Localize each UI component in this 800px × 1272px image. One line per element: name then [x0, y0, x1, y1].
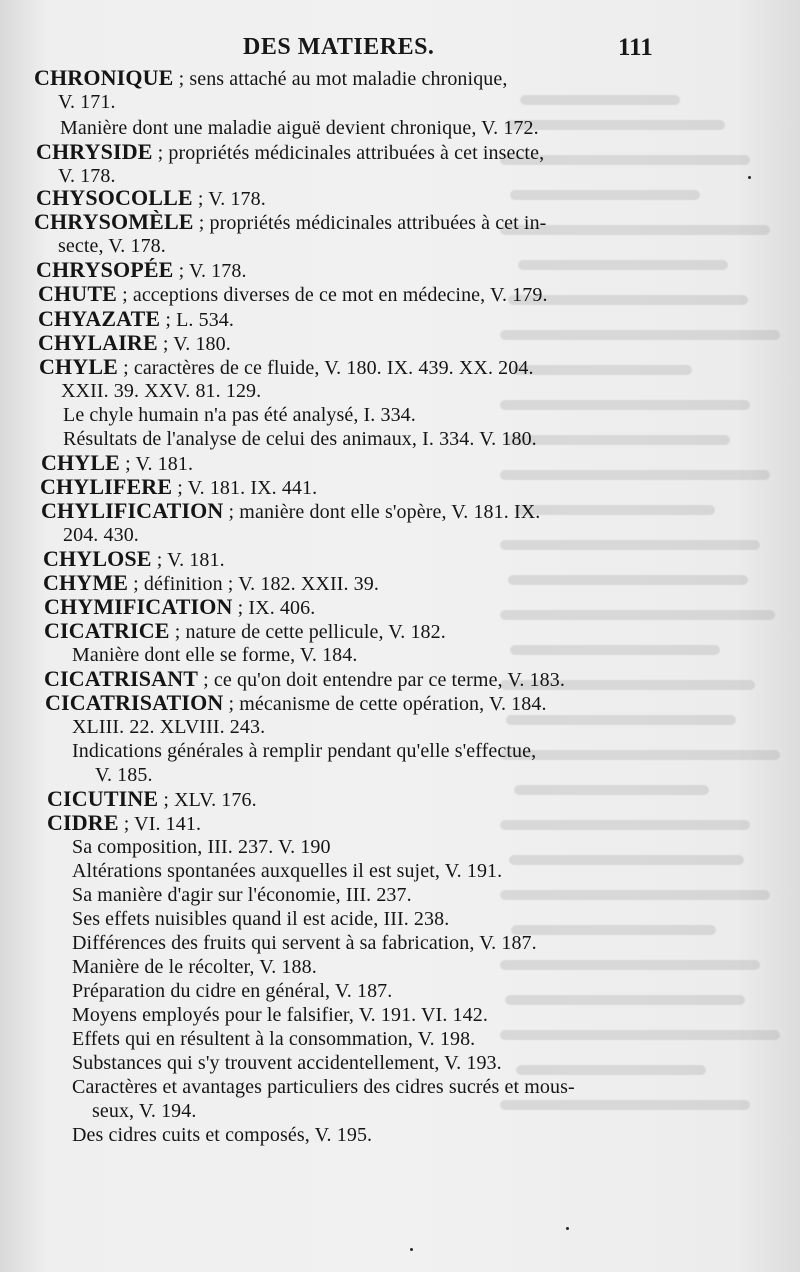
index-line — [72, 859, 502, 883]
index-reference: Effets qui en résultent à la consommation, V. 198. — [72, 1028, 476, 1050]
show-through-line — [508, 575, 748, 585]
index-reference: XXII. 39. XXV. 81. 129. — [61, 380, 262, 402]
index-reference: Indications générales à remplir pendant qu'elle s'effectue, — [72, 740, 537, 762]
show-through-line — [500, 820, 750, 830]
index-line — [36, 258, 247, 282]
page-header — [0, 34, 800, 66]
index-reference: Moyens employés pour le falsifier, V. 191. VI. 142. — [72, 1004, 488, 1026]
show-through-line — [505, 995, 745, 1005]
index-line — [44, 595, 315, 619]
index-reference: Caractères et avantages particuliers des cidres sucrés et mous- — [72, 1076, 575, 1098]
index-headword: CHRYSOMÈLE — [34, 209, 194, 234]
index-line — [72, 1027, 475, 1051]
show-through-line — [500, 540, 760, 550]
index-line — [72, 931, 537, 955]
index-headword: CICATRISANT — [44, 666, 199, 691]
index-reference: ; V. 181. — [120, 453, 194, 475]
index-reference: XLIII. 22. XLVIII. 243. — [72, 716, 266, 738]
index-headword: CHYSOCOLLE — [36, 185, 193, 210]
index-reference: ; définition ; V. 182. XXII. 39. — [128, 573, 379, 595]
index-reference: ; caractères de ce fluide, V. 180. IX. 439. XX. 204. — [118, 357, 534, 379]
index-line — [72, 1051, 502, 1075]
index-reference: ; manière dont elle s'opère, V. 181. IX. — [223, 501, 541, 523]
show-through-line — [500, 750, 780, 760]
index-line — [41, 499, 540, 523]
index-reference: Manière dont une maladie aiguë devient chronique, V. 172. — [60, 117, 539, 139]
index-line — [63, 403, 416, 427]
index-line — [72, 1075, 575, 1099]
show-through-line — [518, 260, 728, 270]
index-reference: 204. 430. — [63, 524, 139, 546]
ink-speck — [748, 176, 751, 179]
index-line — [34, 66, 507, 90]
index-line — [58, 234, 166, 258]
show-through-line — [512, 365, 692, 375]
index-headword: CICUTINE — [47, 786, 159, 811]
index-headword: CHYLE — [39, 354, 118, 379]
index-headword: CHYLAIRE — [38, 330, 158, 355]
index-reference: Manière dont elle se forme, V. 184. — [72, 644, 358, 666]
index-line — [72, 643, 357, 667]
index-reference: ; V. 180. — [157, 333, 231, 355]
show-through-texture — [500, 95, 800, 1135]
index-line — [40, 475, 317, 499]
index-reference: ; L. 534. — [160, 309, 235, 331]
index-line — [92, 1099, 196, 1123]
index-headword: CHYME — [43, 570, 129, 595]
show-through-line — [500, 470, 770, 480]
index-line — [38, 331, 231, 355]
index-headword: CHYLE — [41, 450, 120, 475]
index-line — [63, 427, 537, 451]
index-headword: CICATRISATION — [45, 690, 224, 715]
index-headword: CHYLOSE — [43, 546, 152, 571]
index-line — [63, 523, 139, 547]
index-reference: seux, V. 194. — [92, 1100, 197, 1122]
show-through-line — [500, 1100, 750, 1110]
index-line — [43, 547, 225, 571]
index-headword: CHYMIFICATION — [44, 594, 233, 619]
index-line — [38, 307, 234, 331]
index-headword: CHRYSOPÉE — [36, 257, 174, 282]
index-reference: ; V. 178. — [192, 188, 266, 210]
index-reference: ; propriétés médicinales attribuées à cet in- — [193, 212, 547, 234]
show-through-line — [505, 435, 730, 445]
index-headword: CHRONIQUE — [34, 65, 174, 90]
show-through-line — [500, 330, 780, 340]
index-line — [60, 116, 539, 140]
index-reference: ; propriétés médicinales attribuées à cet insecte, — [152, 142, 545, 164]
index-reference: Manière de le récolter, V. 188. — [72, 956, 317, 978]
index-reference: ; XLV. 176. — [158, 789, 257, 811]
index-line — [72, 883, 412, 907]
index-line — [72, 907, 449, 931]
index-line — [72, 955, 317, 979]
index-reference: Altérations spontanées auxquelles il est sujet, V. 191. — [72, 860, 503, 882]
index-line — [95, 763, 153, 787]
index-reference: Résultats de l'analyse de celui des animaux, I. 334. V. 180. — [63, 428, 537, 450]
index-reference: Substances qui s'y trouvent accidentellement, V. 193. — [72, 1052, 502, 1074]
index-reference: V. 171. — [58, 91, 116, 113]
show-through-line — [500, 610, 775, 620]
index-line — [41, 451, 193, 475]
page-number: 111 — [618, 34, 653, 61]
index-reference: ; IX. 406. — [232, 597, 316, 619]
index-reference: V. 178. — [58, 165, 116, 187]
show-through-line — [500, 960, 760, 970]
index-headword: CHUTE — [38, 281, 117, 306]
ink-speck — [410, 1248, 413, 1251]
index-line — [61, 379, 261, 403]
index-reference: Sa manière d'agir sur l'économie, III. 237. — [72, 884, 412, 906]
index-line — [34, 210, 546, 234]
index-reference: secte, V. 178. — [58, 235, 166, 257]
index-reference: ; sens attaché au mot maladie chronique, — [173, 68, 508, 90]
index-reference: ; acceptions diverses de ce mot en médecine, V. 179. — [117, 284, 548, 306]
index-headword: CHYLIFICATION — [41, 498, 224, 523]
index-line — [72, 835, 331, 859]
index-line — [72, 715, 265, 739]
ink-speck — [566, 1227, 569, 1230]
index-headword: CICATRICE — [44, 618, 170, 643]
index-reference: Sa composition, III. 237. V. 190 — [72, 836, 331, 858]
index-line — [44, 619, 446, 643]
show-through-line — [515, 505, 715, 515]
index-line — [47, 787, 257, 811]
index-headword: CHRYSIDE — [36, 139, 153, 164]
index-reference: Différences des fruits qui servent à sa fabrication, V. 187. — [72, 932, 537, 954]
index-reference: Le chyle humain n'a pas été analysé, I. 334. — [63, 404, 416, 426]
show-through-line — [506, 715, 736, 725]
show-through-line — [500, 1030, 780, 1040]
index-reference: V. 185. — [95, 764, 153, 786]
index-line — [47, 811, 201, 835]
index-reference: ; nature de cette pellicule, V. 182. — [169, 621, 446, 643]
index-reference: Des cidres cuits et composés, V. 195. — [72, 1124, 373, 1146]
index-reference: Préparation du cidre en général, V. 187. — [72, 980, 393, 1002]
show-through-line — [500, 400, 750, 410]
index-reference: ; VI. 141. — [118, 813, 202, 835]
index-reference: ; V. 178. — [173, 260, 247, 282]
index-reference: Ses effets nuisibles quand il est acide, III. 238. — [72, 908, 450, 930]
index-headword: CHYLIFERE — [40, 474, 173, 499]
index-line — [58, 90, 116, 114]
index-reference: ; ce qu'on doit entendre par ce terme, V. 183. — [198, 669, 565, 691]
index-line — [72, 1123, 372, 1147]
index-line — [36, 186, 266, 210]
index-reference: ; V. 181. — [151, 549, 225, 571]
show-through-line — [510, 190, 700, 200]
running-title: DES MATIERES. — [243, 34, 435, 60]
index-headword: CHYAZATE — [38, 306, 161, 331]
show-through-line — [510, 645, 720, 655]
show-through-line — [516, 1065, 706, 1075]
index-line — [43, 571, 379, 595]
index-line — [38, 282, 548, 306]
index-line — [39, 355, 534, 379]
index-reference: ; V. 181. IX. 441. — [172, 477, 318, 499]
index-line — [45, 691, 547, 715]
index-reference: ; mécanisme de cette opération, V. 184. — [223, 693, 547, 715]
show-through-line — [511, 925, 716, 935]
show-through-line — [500, 890, 770, 900]
index-headword: CIDRE — [47, 810, 119, 835]
index-line — [44, 667, 565, 691]
index-line — [72, 1003, 488, 1027]
show-through-line — [520, 95, 680, 105]
index-line — [72, 979, 392, 1003]
index-line — [36, 140, 544, 164]
show-through-line — [509, 855, 744, 865]
show-through-line — [514, 785, 709, 795]
index-line — [72, 739, 536, 763]
